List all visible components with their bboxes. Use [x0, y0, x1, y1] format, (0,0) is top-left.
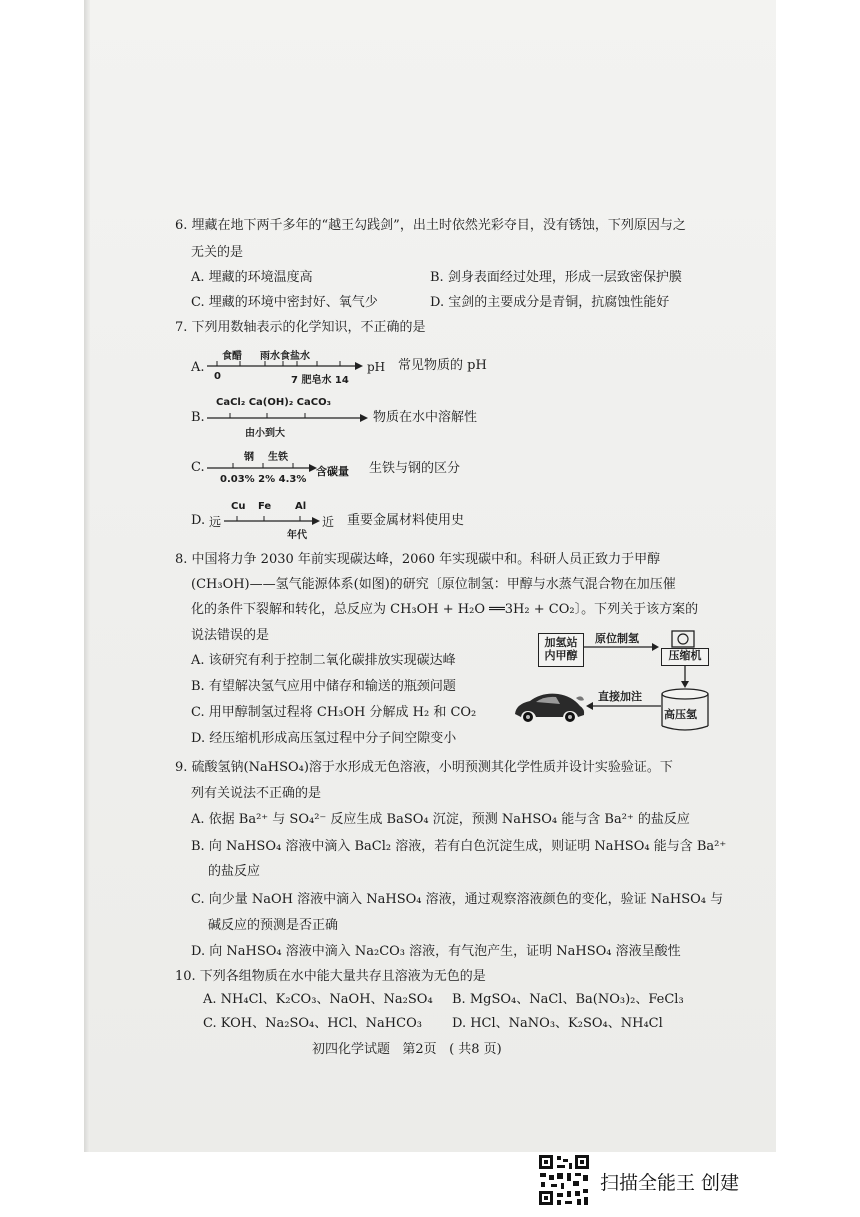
q10-option-c: C. KOH、Na₂SO₄、HCl、NaHCO₃	[203, 1016, 422, 1031]
q7-d-label-fe: Fe	[258, 501, 272, 512]
q9-line2: 列有关说法不正确的是	[191, 786, 322, 801]
q7-stem: 7. 下列用数轴表示的化学知识，不正确的是	[175, 320, 426, 335]
q8-line2: (CH₃OH)——氢气能源体系(如图)的研究〔原位制氢：甲醇与水蒸气混合物在加压催	[191, 577, 676, 592]
q8-diagram-arrow-down	[679, 666, 691, 688]
q7-a-label-soap: 7 肥皂水 14	[291, 375, 349, 386]
q8-diagram-compressor: 压缩机	[661, 648, 709, 666]
q6-option-a: A. 埋藏的环境温度高	[191, 270, 313, 285]
q9-option-c-line2: 碱反应的预测是否正确	[208, 918, 339, 933]
q8-option-d: D. 经压缩机形成高压氢过程中分子间空隙变小	[191, 731, 457, 746]
q6-option-d: D. 宝剑的主要成分是青铜，抗腐蚀性能好	[430, 295, 670, 310]
q6-stem-line2: 无关的是	[191, 245, 244, 260]
q7-d-axis	[222, 513, 322, 529]
q7-c-axis-end: 含碳量	[316, 465, 349, 478]
scanner-watermark: 扫描全能王 创建	[600, 1172, 740, 1194]
qr-code-icon	[537, 1153, 591, 1207]
q6-stem-line1: 6. 埋藏在地下两千多年的“越王勾践剑”，出土时依然光彩夺目，没有锈蚀，下列原因与之	[175, 218, 686, 233]
q7-a-letter: A.	[191, 360, 205, 375]
q7-b-label-order: 由小到大	[245, 428, 285, 439]
q10-option-d: D. HCl、NaNO₃、K₂SO₄、NH₄Cl	[452, 1016, 663, 1031]
q10-stem: 10. 下列各组物质在水中能大量共存且溶液为无色的是	[175, 969, 486, 984]
q7-a-label-zero: 0	[214, 371, 221, 382]
q7-c-label-steel: 钢	[244, 452, 254, 463]
q7-b-letter: B.	[191, 410, 205, 425]
q8-diagram-compressor-symbol	[671, 630, 695, 648]
q7-a-axis-end: pH	[367, 360, 386, 374]
q7-a-label-vinegar: 食醋	[222, 351, 242, 362]
q8-option-b: B. 有望解决氢气应用中储存和输送的瓶颈问题	[191, 679, 456, 694]
q7-c-label-pig-iron: 生铁	[268, 452, 288, 463]
q9-line1: 9. 硫酸氢钠(NaHSO₄)溶于水形成无色溶液，小明预测其化学性质并设计实验验证。下	[175, 760, 673, 775]
q7-a-desc: 常见物质的 pH	[398, 358, 487, 373]
q9-option-b-line1: B. 向 NaHSO₄ 溶液中滴入 BaCl₂ 溶液，若有白色沉淀生成，则证明 NaHSO₄ 能与含 Ba²⁺	[191, 839, 727, 854]
q9-option-b-line2: 的盐反应	[208, 864, 261, 879]
q7-c-desc: 生铁与钢的区分	[369, 461, 461, 476]
q9-option-d: D. 向 NaHSO₄ 溶液中滴入 Na₂CO₃ 溶液，有气泡产生，证明 NaHSO₄ 溶液呈酸性	[191, 944, 681, 959]
q7-b-desc: 物质在水中溶解性	[373, 410, 478, 425]
q6-option-b: B. 剑身表面经过处理，形成一层致密保护膜	[430, 270, 682, 285]
q7-b-axis	[205, 410, 370, 426]
q10-option-b: B. MgSO₄、NaCl、Ba(NO₃)₂、FeCl₃	[452, 992, 684, 1007]
q9-option-c-line1: C. 向少量 NaOH 溶液中滴入 NaHSO₄ 溶液，通过观察溶液颜色的变化，验证 NaHSO₄ 与	[191, 892, 724, 907]
q8-line1: 8. 中国将力争 2030 年前实现碳达峰，2060 年实现碳中和。科研人员正致力于甲醇	[175, 552, 661, 567]
q7-d-end: 近	[322, 515, 335, 529]
q9-option-a: A. 依据 Ba²⁺ 与 SO₄²⁻ 反应生成 BaSO₄ 沉淀，预测 NaHSO₄ 能与含 Ba²⁺ 的盐反应	[191, 812, 690, 827]
q7-d-label-al: Al	[295, 501, 307, 512]
car-icon	[512, 686, 586, 724]
q8-diagram-arrow1-label: 原位制氢	[595, 632, 639, 645]
page-footer: 初四化学试题 第2页 ( 共8 页)	[312, 1042, 502, 1057]
q8-option-c: C. 用甲醇制氢过程将 CH₃OH 分解成 H₂ 和 CO₂	[191, 705, 477, 720]
paper-edge	[84, 0, 90, 1152]
q8-option-a: A. 该研究有利于控制二氧化碳排放实现碳达峰	[191, 653, 456, 668]
q10-option-a: A. NH₄Cl、K₂CO₃、NaOH、Na₂SO₄	[203, 992, 433, 1007]
q7-d-desc: 重要金属材料使用史	[347, 513, 465, 528]
q8-diagram-tank-label: 高压氢	[664, 708, 697, 721]
q8-diagram-arrow2-label: 直接加注	[598, 690, 642, 703]
q7-a-label-rain-salt: 雨水食盐水	[260, 351, 310, 362]
q7-d-start: 远	[209, 515, 222, 529]
q7-d-label-cu: Cu	[231, 501, 246, 512]
q7-d-label-era: 年代	[287, 530, 307, 541]
q7-c-letter: C.	[191, 460, 205, 475]
q7-b-label-compounds: CaCl₂ Ca(OH)₂ CaCO₃	[216, 397, 331, 408]
q7-d-letter: D.	[191, 513, 206, 528]
q8-line3: 化的条件下裂解和转化，总反应为 CH₃OH + H₂O ══3H₂ + CO₂〕。下列关于该方案的	[191, 602, 699, 617]
q8-diagram-station: 加氢站 内甲醇	[538, 633, 584, 667]
q6-option-c: C. 埋藏的环境中密封好、氧气少	[191, 295, 378, 310]
q7-c-label-percents: 0.03% 2% 4.3%	[220, 474, 307, 485]
q8-line4: 说法错误的是	[191, 628, 270, 643]
